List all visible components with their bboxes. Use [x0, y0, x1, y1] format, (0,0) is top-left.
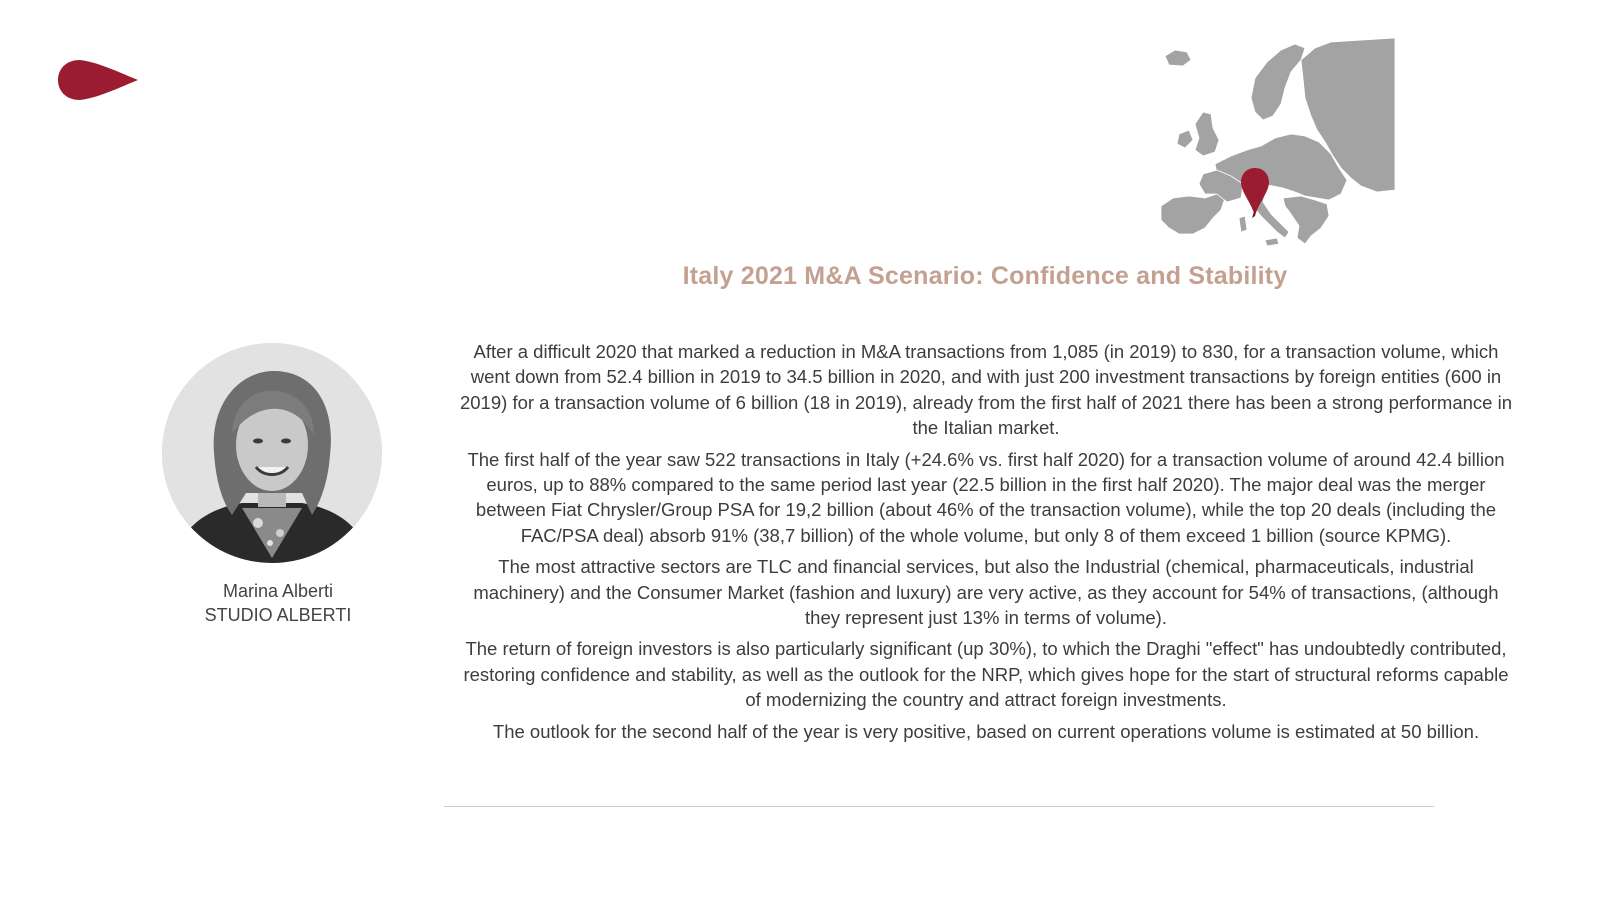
author-name: Marina Alberti — [222, 581, 334, 601]
article-paragraph: The first half of the year saw 522 transactions in Italy (+24.6% vs. first half 2020) for a transaction volume of around 42.4 billion euros, up to 88% compared to the same period last year (22.5 billion in the first half 2020). The major deal was the merger between Fiat Chrysler/Group PSA for 19,2 billion (about 46% of the transaction volume), while the top 20 deals (including the FAC/PSA deal) absorb 91% (38,7 billion) of the whole volume, but only 8 of them exceed 1 billion (source KPMG). — [467, 448, 1505, 546]
author-photo — [162, 343, 382, 563]
article-paragraph: The outlook for the second half of the year is very positive, based on current operations volume is estimated at 50 billion. — [492, 720, 1480, 742]
article-title: Italy 2021 M&A Scenario: Confidence and Stability — [682, 262, 1288, 290]
author-firm: STUDIO ALBERTI — [204, 605, 352, 625]
article-paragraph: The most attractive sectors are TLC and financial services, but also the Industrial (chemical, pharmaceuticals, industrial machinery) and the Consumer Market (fashion and luxury) are very active, as they account for 54% of transactions, (although they represent just 13% in terms of volume). — [473, 556, 1499, 629]
red-teardrop-pointer-icon — [58, 58, 138, 102]
article-paragraph: The return of foreign investors is also particularly significant (up 30%), to which the Draghi "effect" has undoubtedly contributed, restoring confidence and stability, as well as the outlook for the NRP, which gives hope for the start of structural reforms capable of modernizing the country and attract foreign investments. — [463, 638, 1509, 711]
article-body — [455, 339, 1517, 750]
article-paragraph: After a difficult 2020 that marked a reduction in M&A transactions from 1,085 (in 2019) to 830, for a transaction volume, which went down from 52.4 billion in 2019 to 34.5 billion in 2020, and with just 200 investment transactions by foreign entities (600 in 2019) for a transaction volume of 6 billion (18 in 2019), already from the first half of 2021 there has been a strong performance in the Italian market. — [459, 341, 1513, 439]
divider — [444, 806, 1434, 807]
europe-map-icon — [1155, 38, 1395, 248]
